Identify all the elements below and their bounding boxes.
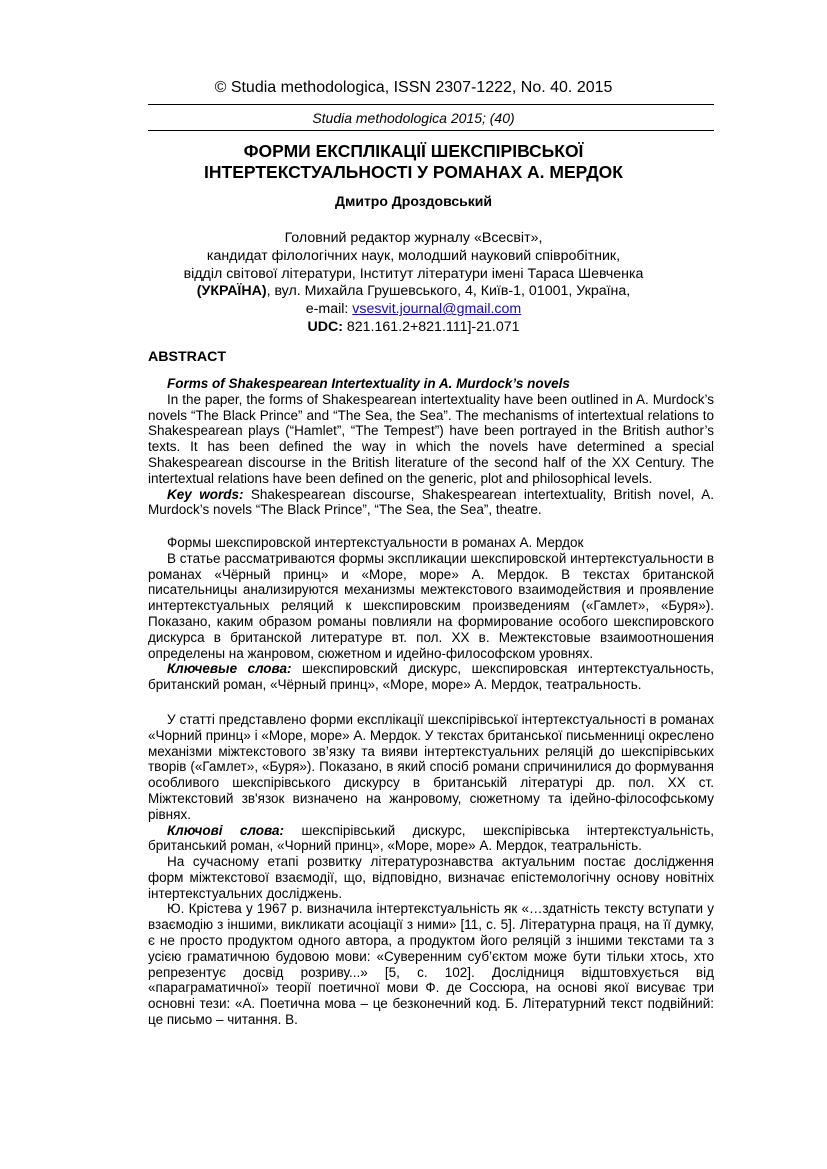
title-line-1: ФОРМИ ЕКСПЛІКАЦІЇ ШЕКСПІРІВСЬКОЇ xyxy=(243,141,584,161)
main-text xyxy=(148,854,714,1028)
english-abstract-text: In the paper, the forms of Shakespearean intertextuality have been outlined in A. Murdock’s novels “The Black Prince” and “The Sea, the Sea”. The mechanisms of intertextual relations to Shakespearean plays (“Hamlet”, “The Tempest”) have been portrayed in the British author’s texts. It has been defined the way in which the novels have determined a special Shakespearean discourse in the British literature of the second half of the XX Century. The intertextual relations have been defined on the generic, plot and philosophical levels. xyxy=(148,391,714,486)
abstract-heading: ABSTRACT xyxy=(148,349,227,365)
abstract-english xyxy=(148,376,714,518)
ukrainian-abstract-text: У статті представлено форми експлікації шекспірівської інтертекстуальності в романах «Чорний принц» і «Море, море» А. Мердок. У текстах британської письменниці окреслено механізми міжтекстового зв’язку та вияви інтертекстуальних реляцій до шекспірівських творів («Гамлет», «Буря»). Показано, в який спосіб романи спричинилися до формування особливого шекспірівського дискурсу в британській літературі др. пол. ХХ ст. Міжтекстовий зв'язок визначено на жанровому, сюжетному та ідейно-філософському рівнях. xyxy=(148,712,714,822)
abstract-russian xyxy=(148,535,714,693)
header-rule-top xyxy=(148,104,714,105)
copyright-line: © Studia methodologica, ISSN 2307-1222, No. 40. 2015 xyxy=(214,79,613,96)
affiliation xyxy=(150,230,677,337)
udc-line xyxy=(150,319,677,337)
paragraph-1: На сучасному етапі розвитку літературознавства актуальним постає дослідження форм міжтекстової взаємодії, що, відповідно, визначає епістемологічну основу новітніх інтертекстуальних досліджень. xyxy=(148,854,714,901)
affiliation-line-3: відділ світової літератури, Інститут літератури імені Тараса Шевченка xyxy=(183,265,644,282)
udc-label: UDC: xyxy=(307,318,343,335)
journal-line: Studia methodologica 2015; (40) xyxy=(312,110,515,126)
paragraph-2: Ю. Крістева у 1967 р. визначила інтертекстуальність як «…здатність тексту вступати у взаємодію з іншими, викликати асоціації з ними» [11, с. 5]. Літературна праця, на її думку, є не просто продуктом одного автора, а продуктом його реляцій з іншими текстами та з усією граматичною будовою мови: «Суверенним суб’єктом може бути тільки хтось, хто репрезентує досвід розриву...» [5, с. 102]. Дослідниця відштовхується від «параграматичної» теорії поетичної мови Ф. де Соссюра, на основі якої висуває три основні тези: «А. Поетична мова – це безконечний код. Б. Літературний текст подвійний: це письмо – читання. В. xyxy=(148,901,714,1027)
ukrainian-keywords-text: шекспірівський дискурс, шекспірівська інтертекстуальність, британський роман, «Чорний принц», «Море, море» А. Мердок, театральність. xyxy=(148,822,714,854)
email-line xyxy=(150,301,677,319)
russian-abstract-text: В статье рассматриваются формы экспликации шекспировской интертекстуальности в романах «Чёрный принц» и «Море, море» А. Мердок. В текстах британской писательницы анализируются механизмы межтекстового взаимодействия и проявление интертекстуальных реляций к шекспировским произведениям («Гамлет», «Буря»). Показано, каким образом романы повлияли на формирование особого шекспировского дискурса в британской литературе вт. пол. ХХ в. Межтекстовые взаимоотношения определены на жанровом, сюжетном и идейно-философском уровнях. xyxy=(148,550,714,661)
header-rule-bottom xyxy=(148,130,714,131)
article-title xyxy=(150,141,677,183)
email-label: e-mail: xyxy=(305,301,353,318)
email-link[interactable]: vsesvit.journal@gmail.com xyxy=(352,301,522,318)
russian-title: Формы шекспировской интертекстуальности в романах А. Мердок xyxy=(167,535,584,550)
country: (УКРАЇНА) xyxy=(196,283,267,300)
abstract-ukrainian xyxy=(148,712,714,854)
english-keywords xyxy=(148,487,714,519)
english-keywords-text: Shakespearean discourse, Shakespearean intertextuality, British novel, A. Murdock’s novels “The Black Prince”, “The Sea, the Sea”, theatre. xyxy=(148,486,714,518)
english-title: Forms of Shakespearean Intertextuality in A. Murdock’s novels xyxy=(167,376,570,391)
affiliation-line-2: кандидат філологічних наук, молодший науковий співробітник, xyxy=(206,247,621,264)
ukrainian-keywords xyxy=(148,823,714,855)
address: , вул. Михайла Грушевського, 4, Київ-1, 01001, Україна, xyxy=(266,283,631,300)
english-keywords-label: Key words: xyxy=(167,486,244,502)
russian-keywords xyxy=(148,661,714,693)
title-line-2: ІНТЕРТЕКСТУАЛЬНОСТІ У РОМАНАХ А. МЕРДОК xyxy=(204,162,623,182)
udc-code: 821.161.2+821.111]-21.071 xyxy=(342,318,520,335)
affiliation-address xyxy=(150,283,677,301)
russian-keywords-label: Ключевые слова: xyxy=(167,661,292,677)
russian-keywords-text: шекспировский дискурс, шекспировская интертекстуальность, британский роман, «Чёрный принц», «Море, море» А. Мердок, театральность. xyxy=(148,661,714,693)
author-name: Дмитро Дроздовський xyxy=(335,193,492,209)
ukrainian-keywords-label: Ключові слова: xyxy=(167,822,284,838)
affiliation-line-1: Головний редактор журналу «Всесвіт», xyxy=(284,230,543,246)
